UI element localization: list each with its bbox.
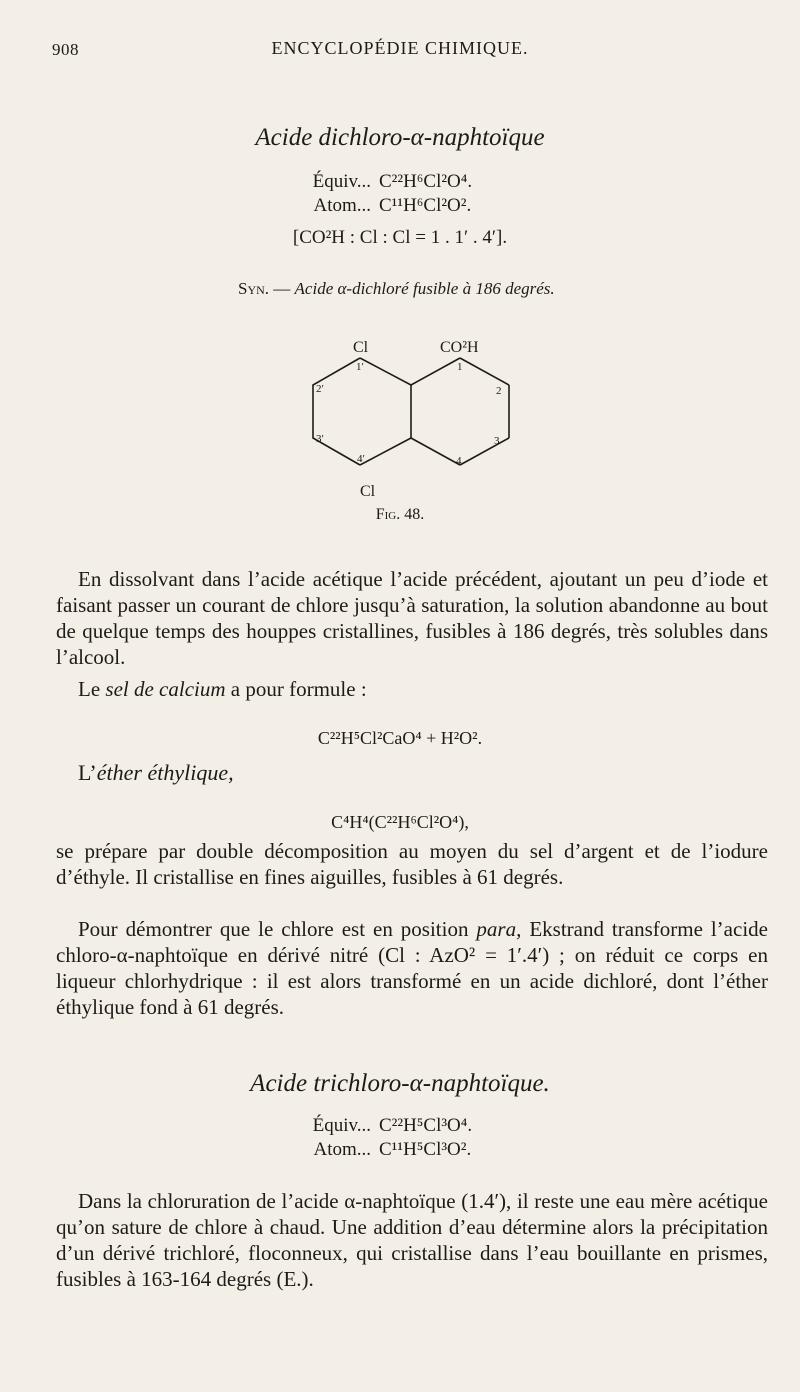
atom-value-2: C¹¹H⁵Cl³O². (379, 1139, 472, 1160)
pos-4p: 4′ (357, 453, 365, 465)
label-cl-bottom: Cl (360, 483, 376, 500)
pos-3: 3 (494, 435, 500, 447)
paragraph-preparation: se prépare par double décomposition au moyen du sel d’argent et de l’iodure d’éthyle. Il cristallise en fines aiguilles, fusibles à 61 degrés. (56, 839, 768, 889)
para2-pre: Le (78, 677, 106, 701)
naphthalene-structure-diagram (280, 330, 520, 500)
label-cl-top: Cl (353, 339, 369, 356)
paragraph-ether-label (56, 760, 768, 786)
pos-4: 4 (456, 455, 462, 467)
equation-ether: C⁴H⁴(C²²H⁶Cl²O⁴), (331, 812, 469, 832)
syn-label: Syn. (238, 279, 270, 298)
calcium-salt-term: sel de calcium (105, 677, 226, 701)
formula-block-dichloro (0, 170, 800, 218)
page-number: 908 (52, 40, 79, 59)
section-title-dichloro: Acide dichloro-α-naphtoïque (255, 124, 545, 151)
pos-2: 2 (496, 385, 502, 397)
para3-l: L’ (78, 760, 97, 785)
paragraph-chlorination (56, 1188, 768, 1292)
running-title: ENCYCLOPÉDIE CHIMIQUE. (271, 38, 529, 58)
ring-bonds (313, 358, 509, 465)
pos-1p: 1′ (356, 361, 364, 373)
para-term: para, (476, 917, 522, 941)
ring-labels (316, 339, 502, 500)
synonym-line (238, 279, 555, 299)
paragraph-dissolution (56, 566, 768, 670)
para5-post: Ekstrand transforme l’acide chloro-α-naphtoïque en dérivé nitré (Cl : AzO² = 1′.4′) ; on réduit ce corps en liqueur chlorhydrique : il est alors transformé en un acide dichloré, dont l’éther éthylique fond à 61 degrés. (56, 917, 768, 1019)
label-co2h: CO²H (440, 339, 479, 356)
equiv-row-2 (0, 1114, 800, 1138)
syn-text: Acide α-dichloré fusible à 186 degrés. (294, 279, 555, 298)
formula-block-trichloro (0, 1114, 800, 1162)
atom-label-2: Atom... (313, 1139, 371, 1160)
equiv-value-2: C²²H⁵Cl³O⁴. (379, 1115, 473, 1136)
para5-pre: Pour démontrer que le chlore est en position (78, 917, 477, 941)
equation-calcium: C²²H⁵Cl²CaO⁴ + H²O². (317, 728, 483, 748)
atom-row-2 (0, 1138, 800, 1162)
atom-value: C¹¹H⁶Cl²O². (379, 195, 472, 216)
position-notation: [CO²H : Cl : Cl = 1 . 1′ . 4′]. (292, 227, 508, 248)
section-title-trichloro: Acide trichloro-α-naphtoïque. (250, 1070, 550, 1097)
atom-label: Atom... (313, 195, 371, 216)
pos-1: 1 (457, 361, 463, 373)
figure-caption: Fig. 48. (375, 506, 425, 523)
ether-term: éther éthylique, (96, 760, 234, 785)
equiv-value: C²²H⁶Cl²O⁴. (379, 171, 473, 192)
equiv-label-2: Équiv... (312, 1115, 371, 1136)
equiv-label: Équiv... (312, 171, 371, 192)
paragraph-calcium-salt (56, 676, 768, 702)
atom-row (0, 194, 800, 218)
paragraph-chlorination-text: Dans la chloruration de l’acide α-naphtoïque (1.4′), il reste une eau mère acétique qu’on sature de chlore à chaud. Une addition d’eau détermine alors la précipitation d’un dérivé trichloré, floconneux, qui cristallise dans l’eau bouillante en prismes, fusibles à 163-164 degrés (E.). (56, 1189, 768, 1291)
equiv-row (0, 170, 800, 194)
para2-post: a pour formule : (225, 677, 367, 701)
paragraph-dissolution-text: En dissolvant dans l’acide acétique l’acide précédent, ajoutant un peu d’iode et faisant passer un courant de chlore jusqu’à saturation, la solution abandonne au bout de quelque temps des houppes cristallines, fusibles à 186 degrés, très solubles dans l’alcool. (56, 567, 768, 669)
syn-dash: — (269, 279, 295, 298)
pos-2p: 2′ (316, 383, 324, 395)
paragraph-demonstration (56, 916, 768, 1020)
pos-3p: 3′ (316, 433, 324, 445)
